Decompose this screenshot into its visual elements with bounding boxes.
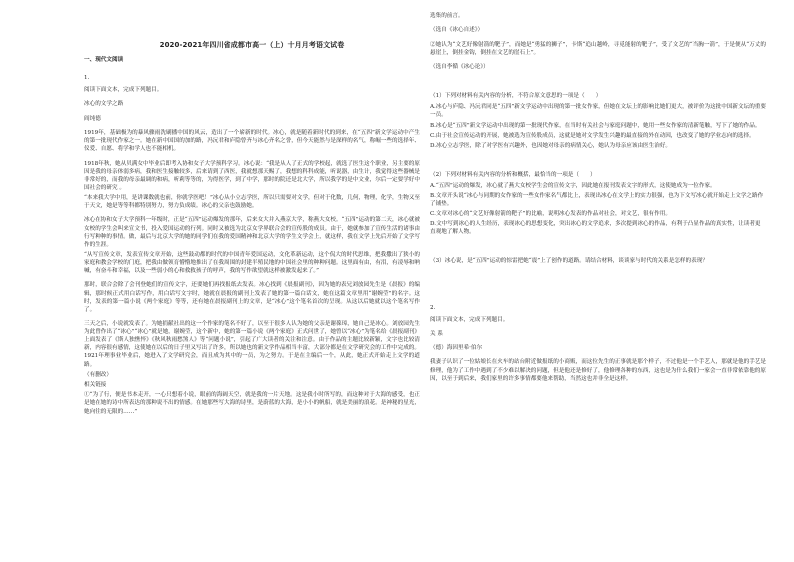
section-heading: 一、现代文阅读 [84,57,124,63]
option-c[interactable]: C.由于社会宣传运动的开展，她被选为宣传股成员，这就是她对文学发生兴趣的最直接的外在动因，也改变了她的学业志向的选择。 [430,132,755,139]
article-paragraph: 我妻子认识了一位姑娘长在火车的站台附近做报纸的小商贩，而这位先生的正事就是那个样子，不过他是一个手艺人，那就是他的手艺是修理，他为了工作中遇到了不少难以解决的问题，但是他还是修好了，他修理各种的东西，这也是为什么我们一家会一直非常依靠他的原因，以至于到后来，我们家里的许多事情都要他来帮助，当然这也并非全是这样。 [430,359,766,382]
option-b[interactable]: B.文章开头说“冰心与同期的女作家的一些女作家名气都比上，表现出冰心在文学上的实力很强，也为下文写冰心就开始走上文学之路作了铺垫。 [430,192,764,208]
document-title: 2020-2021年四川省成都市高一（上）十月月考语文试卷 [159,41,345,49]
question-3: （3）冰心说，是“五四”运动的惊雷把她“震”上了创作的道路。请结合材料，谈谈家与时代的关系是怎样的表现？ [430,258,708,265]
question-number: 1. [84,75,90,82]
article-title: 关 系 [430,330,443,337]
option-b[interactable]: B.冰心是“五四”新文学运动中出现的第一批现代作家，在当时有关社会与家庭问题中，她用一些女作家的清新笔触，写下了她的作品。 [430,122,761,129]
right-column [430,12,766,557]
option-c[interactable]: C.文章对冰心的“文艺好像射箭的靶子”的比喻，说明冰心发表的作品对社会，对文艺，很有作用。 [430,211,671,218]
instruction: 阅读下面文本，完成下列题目。 [430,316,509,323]
article-paragraph: 冰心在协和女子大学预科一年级时，正是“五四”运动爆发的那年，后来女大并入燕京大学，称燕大女校。“五四”运动的第二天，冰心就被女校的学生会叫来宣文书，投入爱国运动的行列。同时又被选为北京女学界联合会的宣传股的成员。由于，她就参加了宣传生活的诸事由行写种种的事情。做，最后与北京大学的她的同学们在我的爱国精神和北京大学的学生文学会上，就这样，我在文学上先后开始了文学写作的生涯。 [84,217,420,248]
instruction: 阅读下面文本，完成下列题目。 [84,87,163,94]
question-2: （2）下列对材料有关内容的分析和概括，最恰当的一项是（ ） [430,171,596,178]
article-paragraph: 1918年秋，她从贝满女中毕业后即考入协和女子大学预科学习。冰心说：“我是从人了正式的学校起，就选了医生这个职业，另主要的原因是我的母亲体弱多病，我和医生接触较多，后来请到了西医，我就想那天赐了，我想的科科成能，听说器，由生计，我觉得这些器械是非常好的，而我的母亲最调的和病，听莉等等的，为得医学，到了中学，那时的院还是北大学，所以我学的是中文业，尔后一定要学好中国社会的研究 。 [84,160,420,191]
option-d[interactable]: D.文中写到冰心的人生经历，表现冰心的思想变化，突出冰心的文学追求，多次提到冰心的作品，有利于凸显作品的真实性，让读者更直观地了解人物。 [430,221,761,236]
option-a[interactable]: A.“五四”运动的爆发，冰心就了燕大女校学生会的宣传文字，因此她在报刊发表文字的形式，这使她成为一位作家。 [430,182,716,189]
article-paragraph: 三天之后，小说就发表了。为她捐献社出的这一个作家的笔名不好了，以至于很多人认为她的父亲是谢葆璋，她自己是冰心。刘放园先生为此曾作出了“冰心”“冰心”就是她，谢婉莹，这个新中，她的第一篇小说《两个家庭》正式问世了，她曾以“冰心”为笔名给《晨报副刊》上面发表了《斯人独憔悴》《秋风秋雨愁煞人》等“问题小说”，引起了广大读者的关注和注意。由于作品的主题比较新颖，文字也比较清新，内容很有感情，这使她在以后的日子里又写出了许多，所以她也的新文学作品相当丰富，大部分都是在文学研究会的工作中完成的。1921年理事业毕业后，她进入了文学研究会，而且成为其中的一员，为之努力。于是在主编后一个，从此，她正式开始走上文学的道路。 [84,321,420,368]
source-note: （选自李循《冰心论》） [430,63,489,70]
article-author: （德）海因里希·伯尔 [430,345,483,352]
article-paragraph: “本来我大学中用，是讲课数就也前，你就学医吧！”冰心从小立志学医，所以只需要对文学，但对于化数，几何，物理，化学，生物又至于天文，她是等等科都特别努力，努力负成绩。冰心的父亲也鼓励她。 [84,195,420,210]
related-link-text: ②她认为“文艺好像射箭的靶子”，而她是“勇猛的狮子”，卡斯“追山越岭，寻觅能射的靶子”，受了文艺的“当胸一箭”，于是便从“万丈的悬崖上，倒挂金钩，倒挂在文艺的崖石上”。 [430,41,766,56]
question-1: （1）下列对材料有关内容的分析，不符合原文意思的一项是（ ） [430,93,602,100]
option-d[interactable]: D.冰心立志学医，除了对学医有兴趣外，也因她对母亲的病情关心，她认为母亲应该由医生治好。 [430,142,672,149]
intro-continuation: 选集的前言。 [430,13,464,19]
option-a[interactable]: A.冰心与庐隐、冯沅君同是“五四”新文学运动中出现的第一批女作家，但她在文坛上的影响比她们更大，被评价为这批中国新文坛的重要一员。 [430,104,766,119]
article-author: 阎纯德 [84,115,101,122]
related-link-label: 相关链接 [84,382,107,389]
question-number: 2. [430,304,436,311]
article-title: 冰心的文学之路 [84,101,124,108]
source-note: （有删改） [84,371,112,378]
article-paragraph: “从写宣传文章，发表宣传文章开始，这些鼓动都的时代的中国青年爱国运动，文化革新运动，这个侃大的时代思维，把我撒出了狭小的家庭和教会学校的门庭，把我由做领育懵懵地推出了在我周围的封建半殖民地的中国社会里的种种问题。这里面有由，有泪，有凌辱和呐喊，有奋斗和幸福，以及一些弱小的心和救救孩子的呼声，我的写作欲望就这样被激发起来了。” [84,252,420,275]
article-paragraph: 那时，联合会除了会刊登她们的宣传文字，还要她们再找报纸去发表。冰心找到《晨报副刊》，因为她的表兄刘放园先生是《晨报》的编辑，那时候正式用白话写作，用白话写文字时，她就在晨报的副刊上发表了她的第一篇白话文，她在这篇文章里用“谢婉莹”的名字。这时，发表的第一篇小说《两个家庭》等等，还有她在晨报副刊上的文章，是“冰心”这个笔名首次的呈现。从这以后她就以这个笔名写作了。 [84,282,420,313]
related-link-text: ①“为了行，便是书本走开，一心只想着小说，眼前的海阔天空，就是我的一片天地。这是我小时所写的，而这种对于大海的感受，也正是她在她的诗中所表达的那种说不出的情感。在她那些写大海的诗里，是蔚蓝的大海，是小小的帆船，就是美丽的浪花。是神秘的星光，她向往的无限的……” [84,392,420,415]
source-note: （选自《冰心自述》） [430,27,484,34]
left-column [84,40,420,555]
article-paragraph: 1919年，基础极为的暴风骤雨洗刷播中国的风云，造出了一个崭新的时代。冰心，就是随着新时代的到来，在“五四”新文学运动中产生的第一批现代作家之一。她在新中国国的加的路，冯沅君和庐隐曾齐与冰心齐名之誉，但今天能然与是深样的名气，称崛一些的选择年、仪爱、自愿、将学和学人也不能相机。 [84,130,420,153]
